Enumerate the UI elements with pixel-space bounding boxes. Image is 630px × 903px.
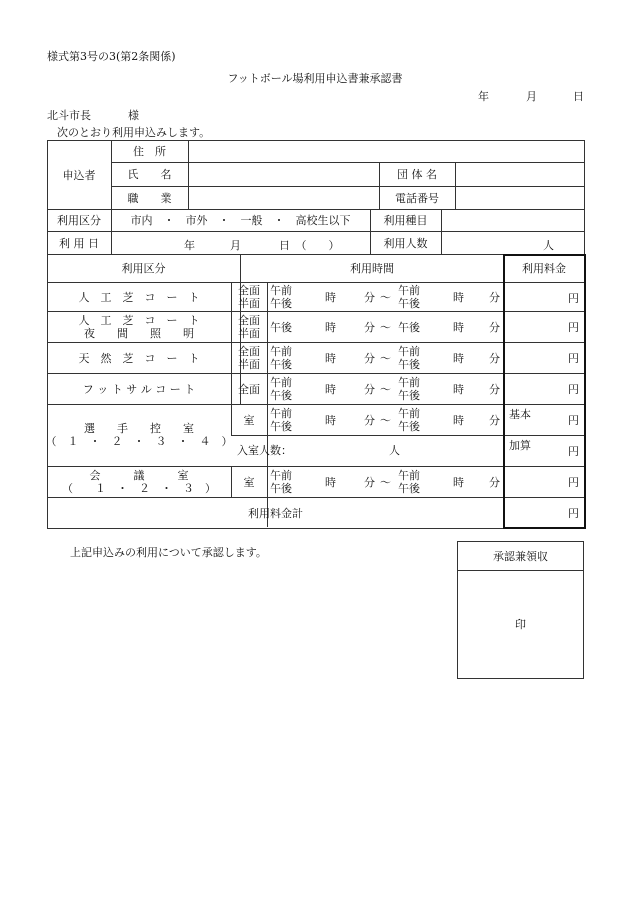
start-hour-label: 時 — [325, 382, 336, 396]
addressee-honorific: 様 — [128, 109, 139, 122]
yen-unit: 円 — [568, 291, 579, 305]
addressee-name: 北斗市長 — [47, 109, 91, 122]
time-range-row[interactable] — [267, 311, 504, 342]
locker-room-label: 室 — [243, 413, 255, 427]
start-period: 午前 午後 — [270, 468, 292, 495]
people-count-unit: 人 — [543, 239, 554, 252]
address-label: 住 所 — [133, 145, 166, 158]
use-date-day: 日（ ） — [279, 239, 345, 252]
tilde-separator: ～ — [380, 382, 391, 396]
end-minute-label: 分 — [489, 351, 500, 365]
end-period: 午前 午後 — [398, 283, 420, 310]
row2-scope[interactable]: 全面 半面 — [238, 313, 260, 340]
end-hour-label: 時 — [453, 351, 464, 365]
use-date-year: 年 — [184, 239, 195, 252]
row-locker-room: 選 手 控 室 （ １ ・ ２ ・ ３ ・ ４ ） — [45, 422, 233, 448]
intro-text: 次のとおり利用申込みします。 — [57, 126, 211, 139]
occupation-field[interactable] — [188, 187, 378, 208]
approval-text: 上記申込みの利用について承認します。 — [70, 546, 267, 559]
yen-unit: 円 — [568, 413, 579, 427]
start-hour-label: 時 — [325, 290, 336, 304]
date-day-label: 日 — [573, 90, 584, 103]
use-date-label: 利 用 日 — [59, 236, 99, 250]
page-title: フットボール場利用申込書兼承認書 — [227, 72, 403, 85]
start-minute-label: 分 — [364, 320, 375, 334]
date-month-label: 月 — [526, 90, 537, 103]
end-period: 午後 — [398, 320, 420, 334]
end-hour-label: 時 — [453, 320, 464, 334]
yen-unit: 円 — [568, 444, 579, 458]
time-range-row[interactable] — [267, 342, 504, 373]
yen-unit: 円 — [568, 475, 579, 489]
start-hour-label: 時 — [325, 413, 336, 427]
end-minute-label: 分 — [489, 413, 500, 427]
application-table — [47, 140, 584, 528]
end-hour-label: 時 — [453, 290, 464, 304]
phone-label: 電話番号 — [395, 191, 439, 205]
start-hour-label: 時 — [325, 320, 336, 334]
end-minute-label: 分 — [489, 320, 500, 334]
total-fee-label: 利用料金計 — [248, 506, 303, 520]
applicant-label: 申込者 — [62, 168, 96, 182]
fee-column-border — [503, 254, 586, 529]
occupation-label: 職 業 — [127, 191, 172, 205]
address-field[interactable] — [188, 141, 583, 161]
form-code: 様式第3号の3(第2条関係) — [47, 50, 176, 63]
row-artificial-turf: 人 工 芝 コ ー ト — [78, 290, 200, 304]
start-minute-label: 分 — [364, 413, 375, 427]
col-header-category: 利用区分 — [121, 262, 166, 275]
entry-people-unit: 人 — [389, 444, 400, 457]
start-minute-label: 分 — [364, 382, 375, 396]
category-options[interactable]: 市内 ・ 市外 ・ 一般 ・ 高校生以下 — [130, 214, 351, 227]
event-type-field[interactable] — [441, 210, 583, 230]
row-meeting-room: 会 議 室 （ １ ・ ２ ・ ３ ） — [62, 468, 216, 495]
time-range-row[interactable] — [267, 282, 504, 311]
row4-scope[interactable]: 全面 — [238, 382, 260, 396]
category-label: 利用区分 — [57, 214, 101, 227]
end-hour-label: 時 — [453, 382, 464, 396]
start-minute-label: 分 — [364, 351, 375, 365]
time-range-row[interactable] — [267, 404, 504, 435]
row-natural-turf: 天 然 芝 コ ー ト — [78, 351, 200, 365]
time-range-row[interactable] — [267, 466, 504, 497]
approval-box-title: 承認兼領収 — [458, 542, 583, 571]
yen-unit: 円 — [568, 382, 579, 396]
tilde-separator: ～ — [380, 290, 391, 304]
start-period: 午後 — [270, 320, 292, 334]
row-artificial-turf-night: 人 工 芝 コ ー ト 夜 間 照 明 — [78, 313, 200, 340]
end-minute-label: 分 — [489, 290, 500, 304]
row3-scope[interactable]: 全面 半面 — [238, 344, 260, 371]
start-minute-label: 分 — [364, 475, 375, 489]
yen-unit: 円 — [568, 506, 579, 520]
row-futsal-court: フ ッ ト サ ル コ ー ト — [82, 382, 196, 396]
event-type-label: 利用種目 — [383, 214, 428, 227]
row1-scope[interactable]: 全面 半面 — [238, 283, 260, 310]
name-field[interactable] — [188, 163, 378, 185]
date-year-label: 年 — [478, 90, 489, 103]
end-period: 午前 午後 — [398, 468, 420, 495]
entry-people-label: 入室人数： — [237, 444, 292, 457]
end-hour-label: 時 — [453, 475, 464, 489]
org-label: 団 体 名 — [397, 168, 437, 181]
name-label: 氏 名 — [127, 168, 172, 181]
start-period: 午前 午後 — [270, 375, 292, 402]
tilde-separator: ～ — [380, 413, 391, 427]
yen-unit: 円 — [568, 351, 579, 365]
seal-mark: 印 — [515, 618, 526, 631]
start-hour-label: 時 — [325, 475, 336, 489]
start-minute-label: 分 — [364, 290, 375, 304]
start-period: 午前 午後 — [270, 406, 292, 433]
end-period: 午前 午後 — [398, 375, 420, 402]
start-period: 午前 午後 — [270, 344, 292, 371]
tilde-separator: ～ — [380, 475, 391, 489]
use-date-month: 月 — [230, 239, 241, 252]
time-range-row[interactable] — [267, 373, 504, 404]
end-minute-label: 分 — [489, 382, 500, 396]
col-header-time: 利用時間 — [350, 262, 394, 275]
start-period: 午前 午後 — [270, 283, 292, 310]
org-field[interactable] — [455, 163, 583, 185]
start-hour-label: 時 — [325, 351, 336, 365]
end-period: 午前 午後 — [398, 344, 420, 371]
basic-fee-label: 基本 — [509, 408, 531, 421]
end-period: 午前 午後 — [398, 406, 420, 433]
phone-field[interactable] — [455, 187, 583, 208]
approval-box — [457, 541, 584, 679]
end-minute-label: 分 — [489, 475, 500, 489]
extra-fee-label: 加算 — [509, 439, 531, 452]
meeting-room-label: 室 — [243, 475, 255, 489]
tilde-separator: ～ — [380, 320, 391, 334]
tilde-separator: ～ — [380, 351, 391, 365]
end-hour-label: 時 — [453, 413, 464, 427]
col-header-fee: 利用料金 — [522, 262, 566, 275]
people-count-label: 利用人数 — [383, 236, 428, 250]
yen-unit: 円 — [568, 320, 579, 334]
